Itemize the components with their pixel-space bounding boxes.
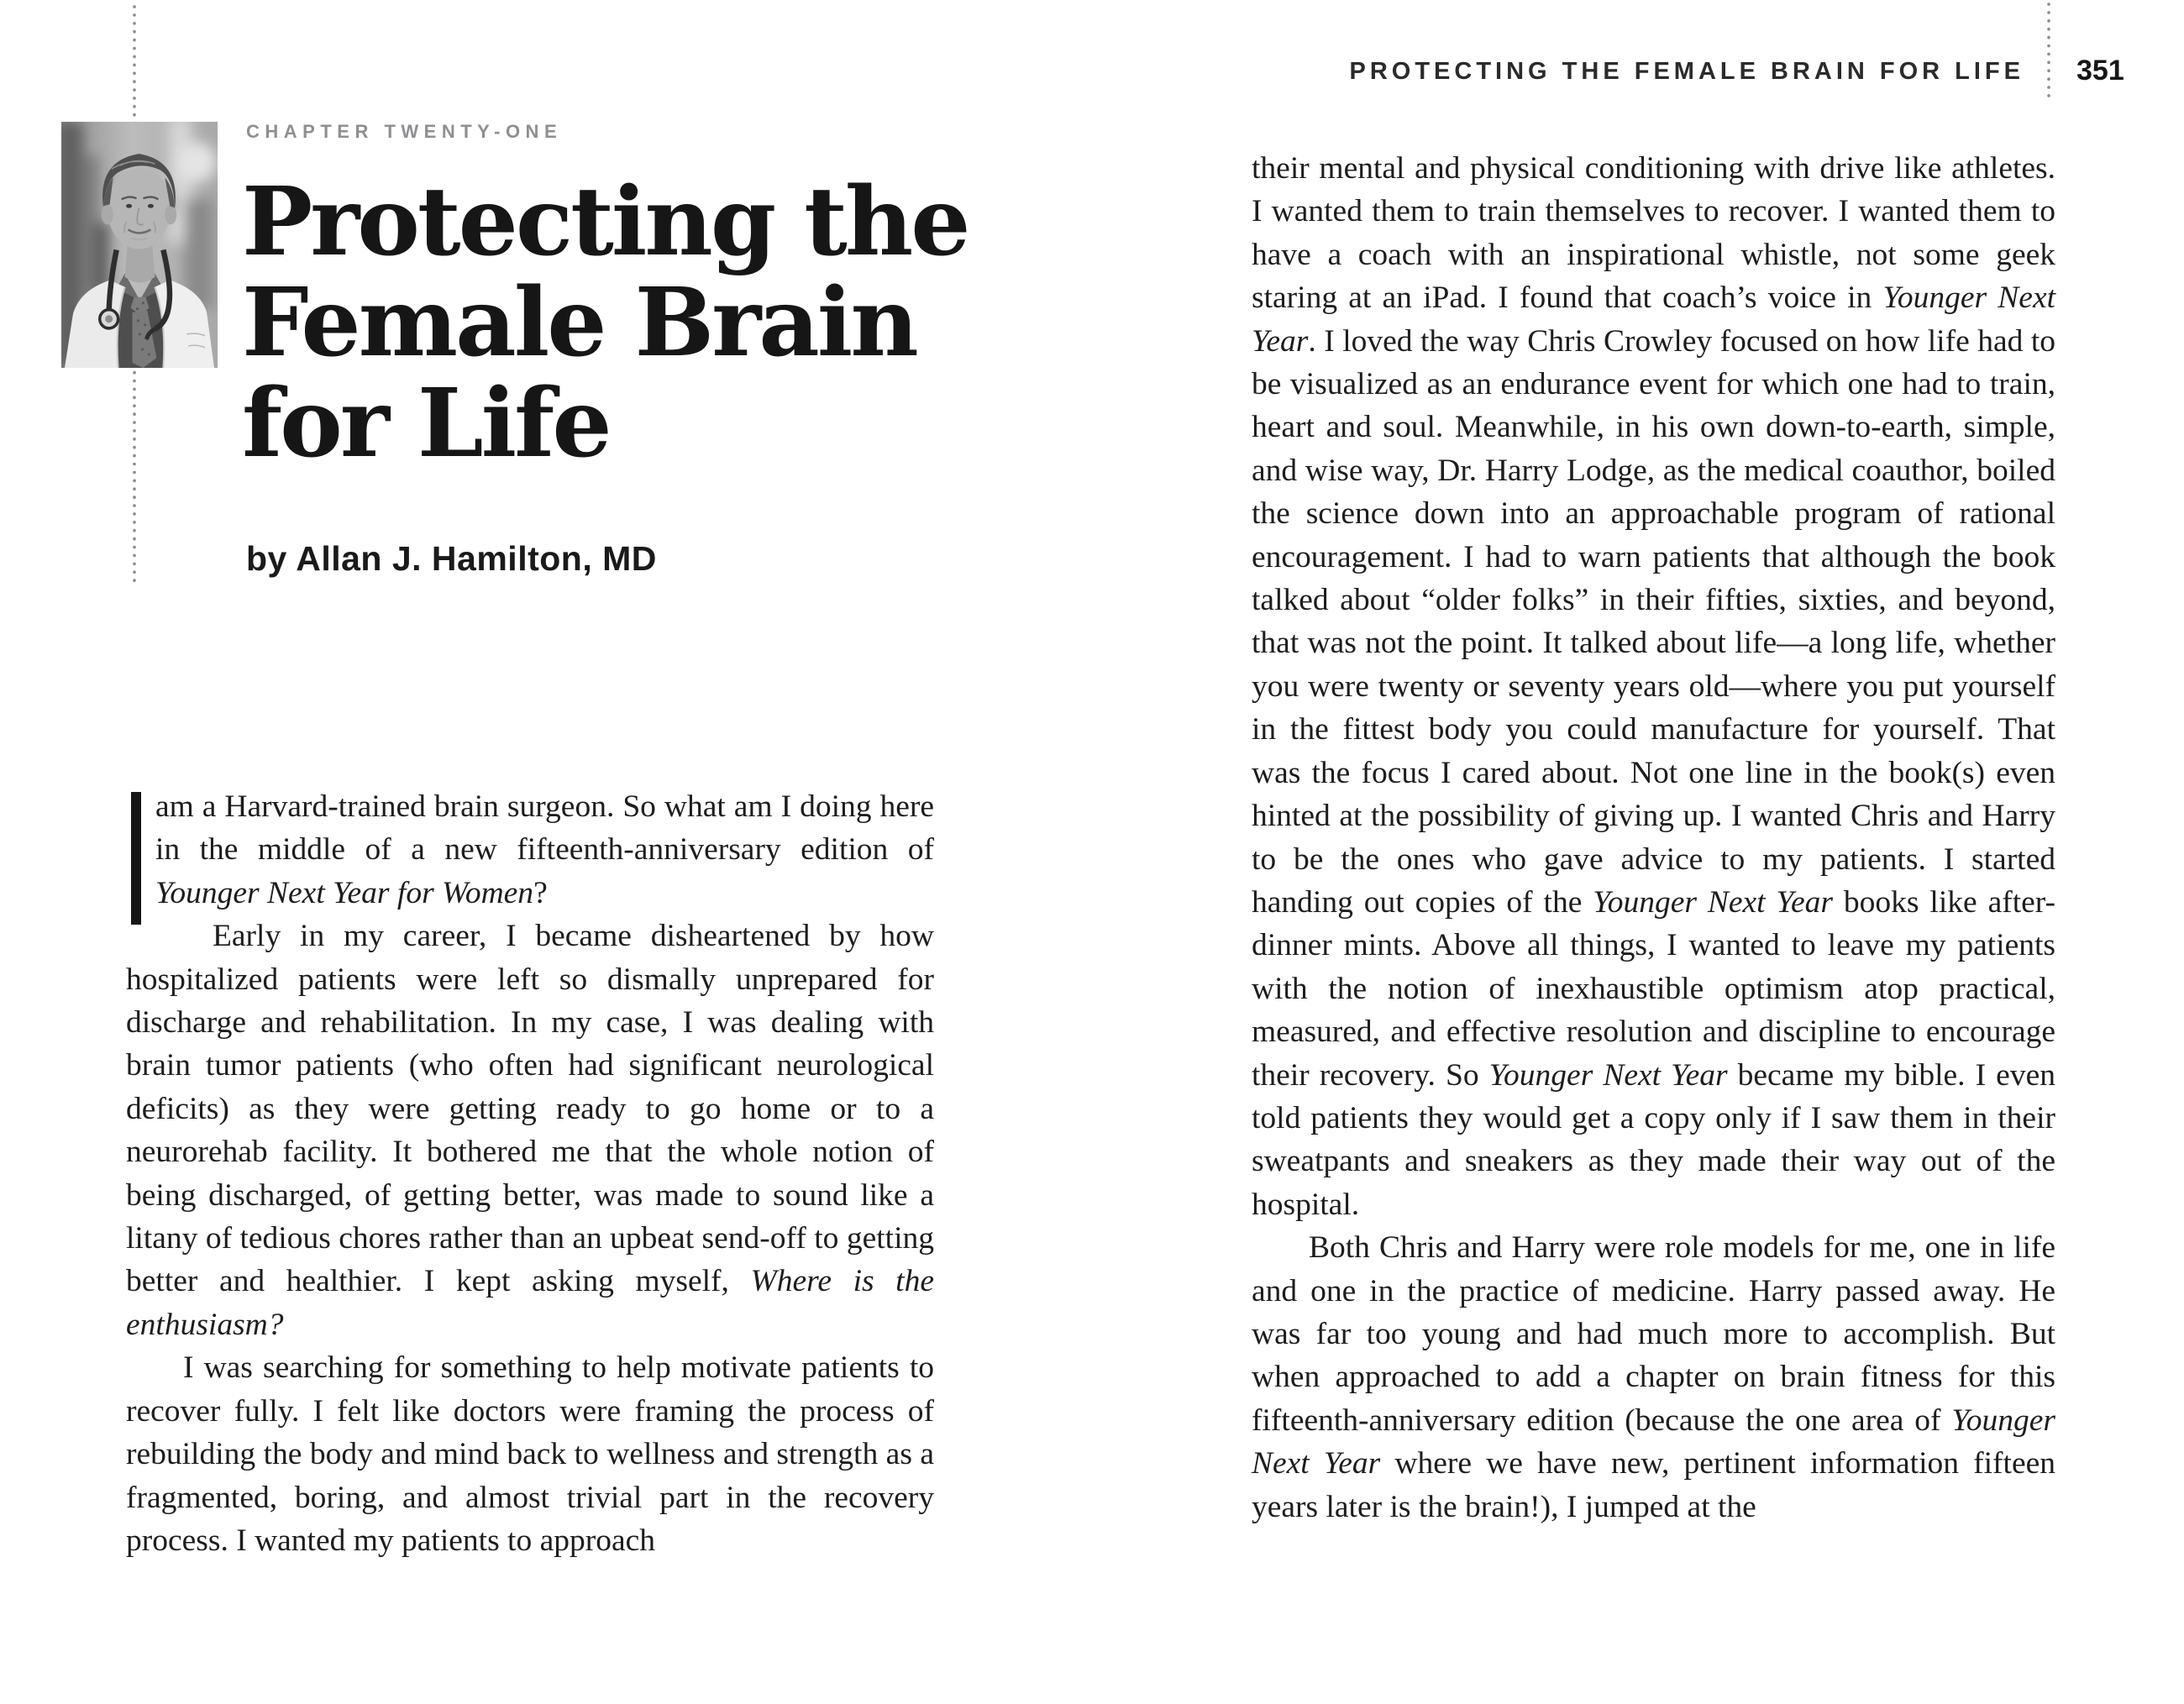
page-number: 351 (2076, 55, 2124, 87)
body-text: ? (533, 875, 548, 910)
paragraph (126, 915, 934, 1346)
italic-text: Younger Next Year (1252, 1403, 2055, 1481)
paragraph (126, 785, 934, 915)
chapter-title-line-3: for Life (242, 369, 610, 479)
chapter-title (242, 167, 969, 479)
drop-cap-i (131, 792, 141, 925)
body-text: am a Harvard-trained brain surgeon. So what am I doing here in the middle of a new fifteenth-anniversary edition of (155, 789, 934, 868)
byline: by Allan J. Hamilton, MD (246, 539, 657, 578)
paragraph (1252, 1226, 2055, 1528)
italic-text: Younger Next Year for Women (155, 875, 534, 910)
chapter-title-line-1: Protecting the (242, 167, 969, 277)
chapter-title-line-2: Female Brain (242, 268, 916, 378)
body-text: their mental and physical conditioning with drive like athletes. I wanted them to train themselves to recover. I wanted them to have a coach with an inspirational whistle, not some geek staring at an iPad. I found that coach’s voice in (1252, 151, 2055, 316)
body-text: books like after-dinner mints. Above all things, I wanted to leave my patients with the notion of inexhaustible optimism atop practical, measured, and effective resolution and discipline to encourage their recovery. So (1252, 884, 2055, 1093)
paragraph (1252, 147, 2055, 1226)
author-photo-illustration (61, 122, 218, 368)
body-text: became my bible. I even told patients they would get a copy only if I saw them in their sweatpants and sneakers as they made their way out of the hospital. (1252, 1057, 2055, 1222)
italic-text: Younger Next Year (1593, 884, 1833, 920)
paragraph (126, 1346, 934, 1562)
chapter-label: CHAPTER TWENTY-ONE (246, 121, 563, 142)
right-page-body-column (1252, 147, 2055, 1528)
author-photo (61, 122, 218, 368)
body-text: where we have new, pertinent information fifteen years later is the brain!), I jumped at the (1252, 1446, 2055, 1524)
left-page-body-column (126, 785, 934, 1562)
italic-text: Younger Next Year (1488, 1057, 1728, 1093)
dotted-rule-right (2045, 0, 2053, 107)
italic-text: Where is the enthusiasm? (126, 1264, 934, 1342)
body-text: Early in my career, I became disheartened by how hospitalized patients were left so dismally unprepared for discharge and rehabilitation. In my case, I was dealing with brain tumor patients (who often had significant neurological deficits) as they were getting ready to go home or to a neurorehab facility. It bothered me that the whole notion of being discharged, of getting better, was made to sound like a litany of tedious chores rather than an upbeat send-off to getting better and healthier. I kept asking myself, (126, 919, 934, 1299)
body-text: I was searching for something to help motivate patients to recover fully. I felt like doctors were framing the process of rebuilding the body and mind back to wellness and strength as a fragmented, boring, and almost trivial part in the recovery process. I wanted my patients to approach (126, 1350, 934, 1558)
body-text: . I loved the way Chris Crowley focused on how life had to be visualized as an endurance event for which one had to train, heart and soul. Meanwhile, in his own down-to-earth, simple, and wise way, Dr. Harry Lodge, as the medical coauthor, boiled the science down into an approachable program of rational encouragement. I had to warn patients that although the book talked about “older folks” in their fifties, sixties, and beyond, that was not the point. It talked about life—a long life, whether you were twenty or seventy years old—where you put yourself in the fittest body you could manufacture for yourself. That was the focus I cared about. Not one line in the book(s) even hinted at the possibility of giving up. I wanted Chris and Harry to be the ones who gave advice to my patients. I started handing out copies of the (1252, 323, 2055, 920)
italic-text: Younger Next Year (1252, 281, 2056, 359)
running-header: PROTECTING THE FEMALE BRAIN FOR LIFE (1349, 58, 2024, 85)
body-text: Both Chris and Harry were role models for me, one in life and one in the practice of medicine. Harry passed away. He was far too young and had much more to accomplish. But when approached to add a chapter on brain fitness for this fifteenth-anniversary edition (because the one area of (1252, 1230, 2055, 1438)
